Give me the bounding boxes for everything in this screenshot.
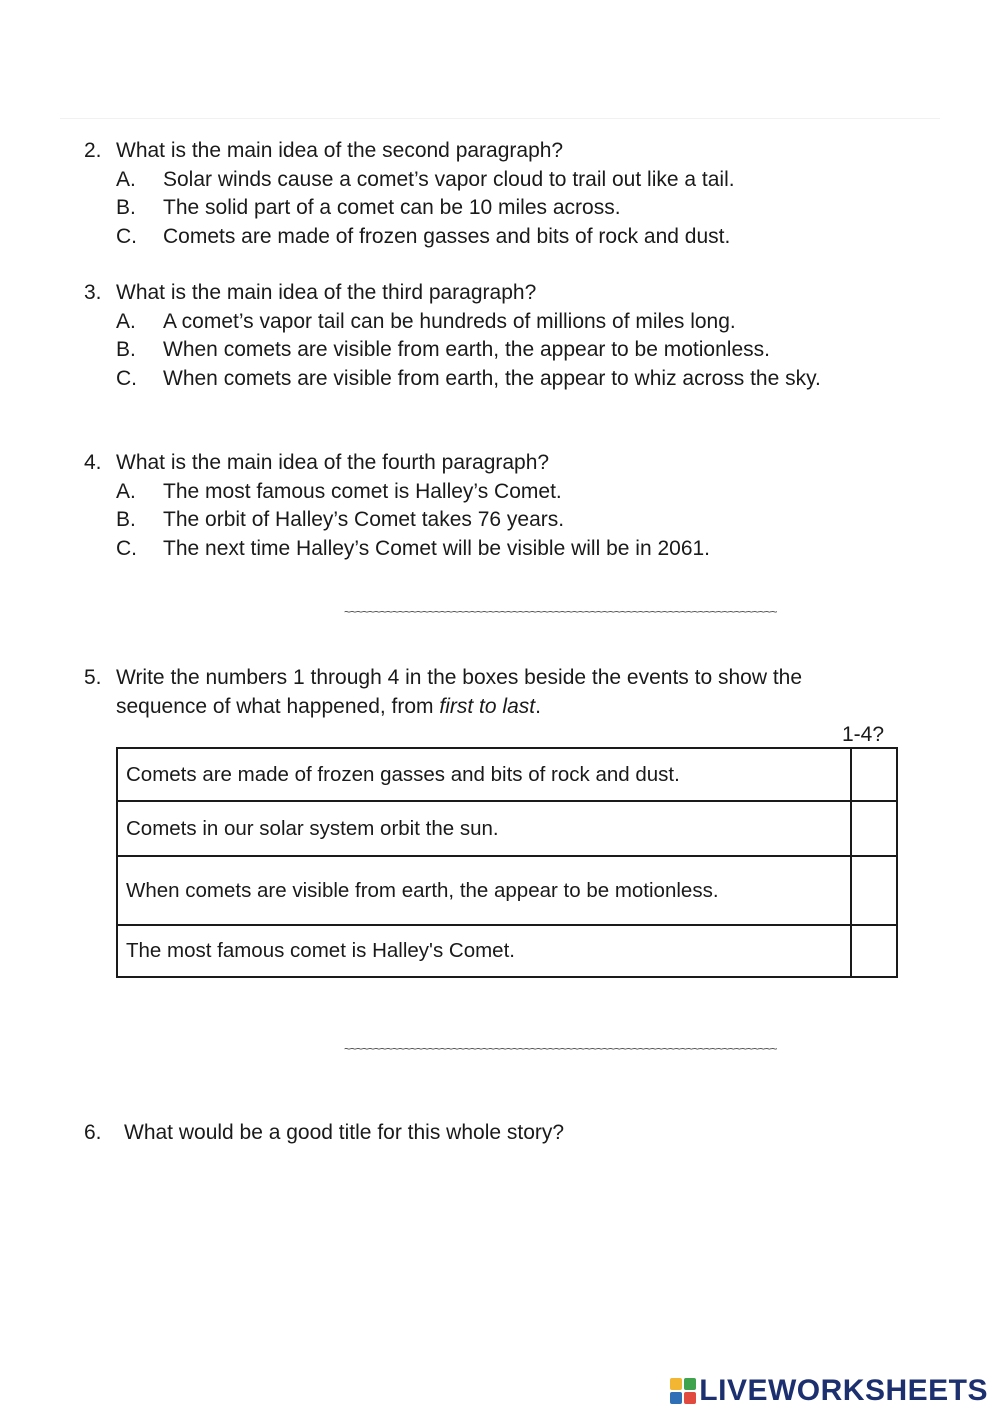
answer-option[interactable] <box>84 478 904 507</box>
logo-square <box>670 1378 682 1390</box>
option-letter: B. <box>116 508 136 531</box>
option-letter: A. <box>116 167 136 191</box>
table-row <box>117 748 897 801</box>
option-letter: C. <box>116 536 137 560</box>
logo-square <box>670 1392 682 1404</box>
answer-option[interactable] <box>84 336 904 365</box>
brand-logo-icon <box>670 1378 696 1404</box>
option-text: Solar winds cause a comet’s vapor cloud to trail out like a tail. <box>163 167 735 191</box>
option-text: When comets are visible from earth, the appear to whiz across the sky. <box>163 366 821 390</box>
table-row <box>117 801 897 856</box>
question-number: 3. <box>84 281 102 304</box>
sequence-answer-box[interactable] <box>851 748 897 801</box>
separator: ~~~~~~~~~~~~~~~~~~~~~~~~~~~~~~~~~~~~~~~~~~~~~~~~~~~~~~~~~~~~~~~~~~~~~~~~ <box>344 1042 777 1056</box>
answer-option[interactable] <box>84 365 904 394</box>
question-5 <box>84 664 904 721</box>
logo-square <box>684 1392 696 1404</box>
question-6 <box>84 1121 564 1145</box>
question-text: What is the main idea of the second paragraph? <box>116 139 564 162</box>
option-letter: B. <box>116 338 136 361</box>
sequence-answer-box[interactable] <box>851 856 897 925</box>
option-text: A comet’s vapor tail can be hundreds of millions of miles long. <box>163 309 736 333</box>
answer-column-header: 1-4? <box>842 723 885 746</box>
answer-option[interactable] <box>84 535 904 564</box>
liveworksheets-logo <box>670 1374 988 1408</box>
option-text: Comets are made of frozen gasses and bits of rock and dust. <box>163 224 731 248</box>
answer-option[interactable] <box>84 166 904 195</box>
brand-name: LIVEWORKSHEETS <box>699 1374 988 1407</box>
question-text: What is the main idea of the third paragraph? <box>116 281 537 304</box>
option-letter: C. <box>116 224 137 248</box>
option-letter: A. <box>116 309 136 333</box>
question-number: 2. <box>84 139 102 162</box>
option-letter: B. <box>116 196 136 219</box>
question-text: What is the main idea of the fourth paragraph? <box>116 451 550 474</box>
answer-option[interactable] <box>84 194 904 223</box>
option-letter: A. <box>116 479 136 503</box>
question-text-main: Write the numbers 1 through 4 in the boxes beside the events to show the sequence of what happened, from <box>116 666 803 718</box>
answer-option[interactable] <box>84 506 904 535</box>
separator: ~~~~~~~~~~~~~~~~~~~~~~~~~~~~~~~~~~~~~~~~~~~~~~~~~~~~~~~~~~~~~~~~~~~~~~~~ <box>344 605 777 619</box>
table-row <box>117 856 897 925</box>
question-number: 6. <box>84 1121 102 1144</box>
option-letter: C. <box>116 366 137 390</box>
question-3 <box>84 279 904 393</box>
question-number: 5. <box>84 666 102 689</box>
question-4 <box>84 449 904 563</box>
event-text: Comets are made of frozen gasses and bits of rock and dust. <box>117 748 851 801</box>
option-text: The most famous comet is Halley’s Comet. <box>163 479 562 503</box>
question-text <box>116 664 891 721</box>
question-text-end: . <box>535 694 541 718</box>
option-text: The orbit of Halley’s Comet takes 76 years. <box>163 508 565 531</box>
sequence-answer-box[interactable] <box>851 801 897 856</box>
question-number: 4. <box>84 451 102 474</box>
question-2 <box>84 137 904 251</box>
event-text: Comets in our solar system orbit the sun. <box>117 801 851 856</box>
answer-option[interactable] <box>84 308 904 337</box>
option-text: The solid part of a comet can be 10 miles across. <box>163 196 621 219</box>
top-divider <box>60 118 940 119</box>
question-text: What would be a good title for this whole story? <box>124 1121 565 1144</box>
logo-square <box>684 1378 696 1390</box>
question-text-emphasis: first to last <box>439 694 536 718</box>
option-text: The next time Halley’s Comet will be visible will be in 2061. <box>163 536 711 560</box>
option-text: When comets are visible from earth, the appear to be motionless. <box>163 338 770 361</box>
table-row <box>117 925 897 977</box>
sequence-answer-box[interactable] <box>851 925 897 977</box>
event-text: The most famous comet is Halley's Comet. <box>117 925 851 977</box>
event-text: When comets are visible from earth, the appear to be motionless. <box>117 856 851 925</box>
answer-option[interactable] <box>84 223 904 252</box>
sequence-table <box>116 747 898 978</box>
